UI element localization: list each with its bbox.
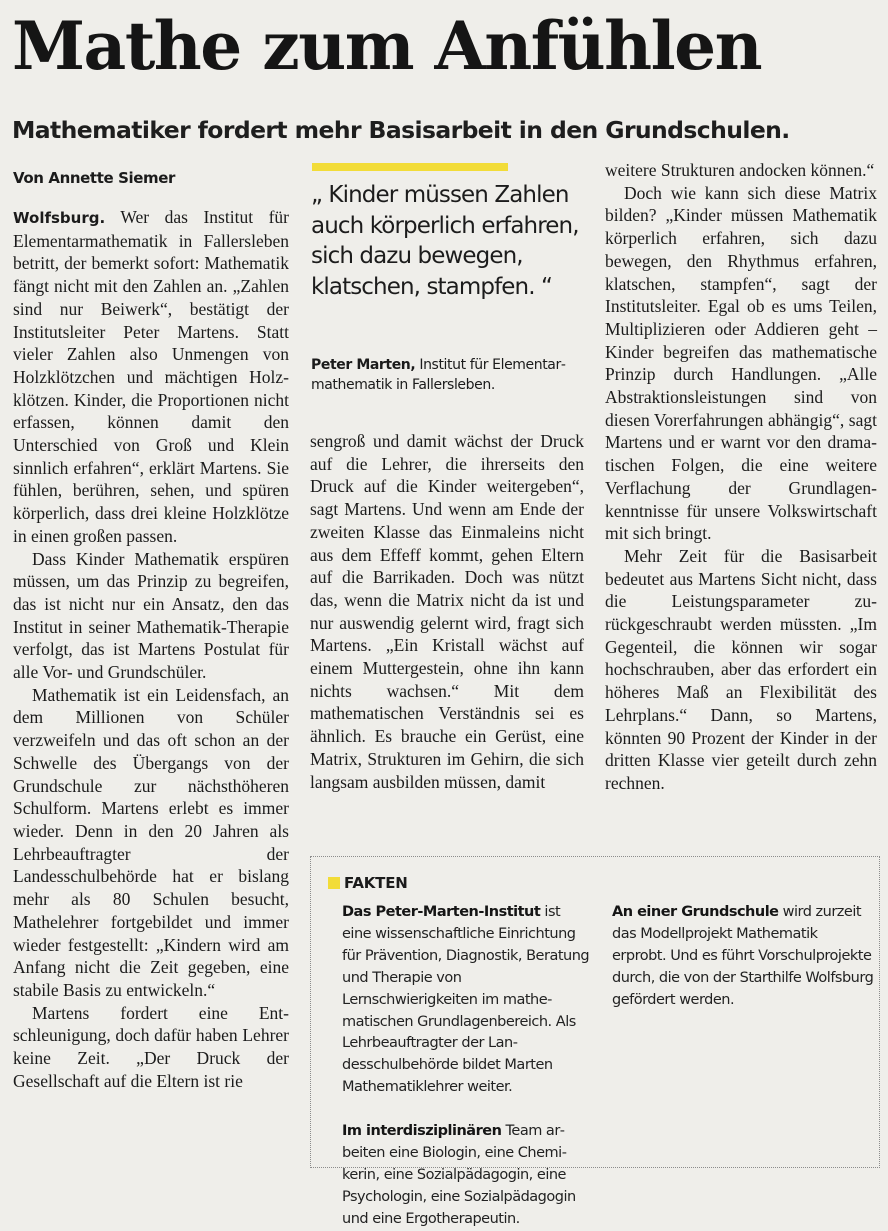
pullquote-accent-bar xyxy=(312,163,508,171)
fakten-lead: Im interdisziplinären xyxy=(342,1123,502,1140)
dateline: Wolfsburg. xyxy=(13,209,106,227)
subheadline: Mathematiker fordert mehr Basisarbeit in den Grundschulen. xyxy=(12,116,790,144)
article-paragraph: Martens fordert eine Entschleunigung, doch dafür haben Lehrer keine Zeit. „Der Druck der Gesellschaft auf die Eltern ist rie xyxy=(13,1002,289,1091)
paragraph-text: Wer das Institut für Elementarmathematik in Fallersleben betritt, der bemerkt sofort: Mathematik fängt nicht mit den Zahlen an. „Zahlen sind nur Beiwerk“, bestätigt der Institutsleiter Peter Martens. Statt vieler Zahlen also Unmengen von Holzklötzchen und mächtigen Holzklötzen. Kinder, die Proportionen nicht erfassen, können damit den Unterschied von Groß und Klein sinnlich erfahren“, erklärt Martens. Sie fühlen, berühren, sehen, und spüren körperlich, dass drei kleine Holzklötze in einen großen passen. xyxy=(13,207,290,546)
fakten-column-left xyxy=(342,902,592,1231)
fakten-paragraph xyxy=(612,902,874,1012)
headline: Mathe zum Anfühlen xyxy=(12,7,762,85)
fakten-title-text: FAKTEN xyxy=(344,874,408,892)
fakten-column-right xyxy=(612,902,874,1012)
fakten-text: wird zurzeit das Modellprojekt Mathematik erprobt. Und es führt Vorschulprojekte durch, die von der Starthilfe Wolfsburg gefördert werden. xyxy=(612,904,874,1008)
article-paragraph: weitere Strukturen andocken können.“ xyxy=(605,160,875,180)
fakten-lead: Das Peter-Marten-Institut xyxy=(342,904,541,920)
article-paragraph: Mathematik ist ein Leidensfach, an dem Millionen von Schüler verzweifeln und das oft schon an der Schwelle des Übergangs von der Grundschule zur nächsthöheren Schulform. Martens erlebt es immer wieder. Denn in den 20 Jahren als Lehrbeauftragter der Landesschulbehörde hat er bislang mehr als 80 Schulen besucht, Mathelehrer fortgebildet und immer wieder festgestellt: „Kindern wird am Anfang nicht die Zeit gegeben, eine stabile Basis zu entwickeln.“ xyxy=(13,684,289,1000)
pullquote-author: Peter Marten, xyxy=(311,357,416,373)
byline: Von Annette Siemer xyxy=(13,169,175,187)
fakten-title xyxy=(328,872,408,894)
fakten-text: Team arbeiten eine Biologin, eine Chemikerin, eine Sozialpädagogin, eine Psychologin, eine Sozialpädagogin und eine Ergotherapeutin. xyxy=(342,1123,576,1227)
article-paragraph: Mehr Zeit für die Basisarbeit bedeutet aus Martens Sicht nicht, dass die Leistungsparameter zurückgeschraubt werden müssten. „Im Gegenteil, die können wir sogar hochschrauben, aber das erfordert ein höheres Maß an Flexibilität des Lehrplans.“ Dann, so Martens, könnten 90 Prozent der Kinder in der dritten Klasse vier geteilt durch zehn rechnen. xyxy=(605,545,877,793)
fakten-paragraph xyxy=(342,902,592,1099)
pullquote-attribution xyxy=(311,355,591,395)
pullquote-source: Institut für Elementarmathematik in Fallersleben. xyxy=(311,357,566,393)
article-column-3 xyxy=(605,159,877,795)
square-marker-icon xyxy=(328,877,340,889)
article-paragraph xyxy=(13,206,289,548)
article-paragraph: sengroß und damit wächst der Druck auf die Lehrer, die ihrerseits den Druck auf die Kinder weitergeben“, sagt Martens. Und wenn am Ende der zweiten Klasse das Einmaleins nicht aus dem Effeff kommt, gehen Eltern auf die Barrikaden. Doch was nützt das, wenn die Matrix nicht da ist und nur auswendig gelernt wird, fragt sich Martens. „Ein Kristall wächst auf einem Muttergestein, ohne ihn kann nichts wachsen.“ Mit dem mathematischen Verständnis sei es ähnlich. Es brauche ein Gerüst, eine Matrix, Strukturen im Gehirn, die sich langsam ausbilden müssen, damit xyxy=(310,431,584,792)
fakten-lead: An einer Grundschule xyxy=(612,904,779,920)
article-column-2 xyxy=(310,430,584,793)
article-paragraph: Dass Kinder Mathematik erspüren müssen, um das Prinzip zu begreifen, das ist nicht nur ein Ansatz, den das Institut in seiner Mathematik-Therapie verfolgt, das ist Martens Postulat für alle Vor- und Grundschüler. xyxy=(13,548,289,683)
fakten-text: ist eine wissenschaftliche Einrichtung für Prävention, Diagnostik, Beratung und Therapie von Lernschwierigkeiten im mathematischen Grundlagenbereich. Als Lehrbeauftragter der Landesschulbehörde bildet Marten Mathematiklehrer weiter. xyxy=(342,904,590,1096)
pullquote: „ Kinder müssen Zahlen auch körperlich erfahren, sich dazu bewegen, klatschen, stampfen. “ xyxy=(311,182,579,300)
article-column-1 xyxy=(13,206,289,1092)
article-paragraph: Doch wie kann sich diese Matrix bilden? „Kinder müssen Mathematik körperlich erfahren, sich dazu bewegen, den Rhythmus erfahren, klatschen, stampfen“, sagt der Institutsleiter. Egal ob es ums Teilen, Multiplizieren oder Addieren geht – Kinder begreifen das mathematische Prinzip durch Handlungen. „Alle Abstraktionsleistungen sind von diesen Vorerfahrungen abhängig“, sagt Martens und er warnt vor den dramatischen Folgen, die eine weitere Verflachung der Grundlagenkenntnisse für unsere Volkswirtschaft mit sich bringt. xyxy=(605,182,877,544)
